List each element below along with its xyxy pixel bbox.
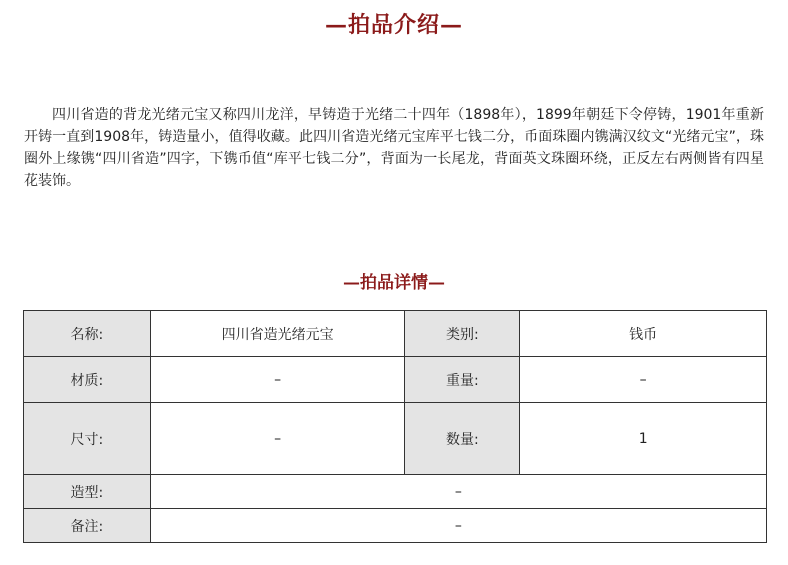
- material-value: –: [150, 357, 405, 403]
- quantity-label: 数量:: [405, 403, 520, 475]
- size-label: 尺寸:: [24, 403, 151, 475]
- table-row: [24, 475, 767, 509]
- material-label: 材质:: [24, 357, 151, 403]
- remark-value: –: [150, 509, 766, 543]
- weight-value: –: [520, 357, 767, 403]
- intro-paragraph: 四川省造的背龙光绪元宝又称四川龙洋，早铸造于光绪二十四年（1898年），1899年朝廷下令停铸，1901年重新开铸一直到1908年，铸造量小，值得收藏。此四川省造光绪元宝库平七钱二分，币面珠圈内镌满汉纹文“光绪元宝”，珠圈外上缘镌“四川省造”四字，下镌币值“库平七钱二分”，背面为一长尾龙，背面英文珠圈环绕，正反左右两侧皆有四星花装饰。: [24, 107, 764, 189]
- detail-section-title: —拍品详情—: [343, 273, 445, 293]
- size-value: –: [150, 403, 405, 475]
- category-label: 类别:: [405, 311, 520, 357]
- remark-label: 备注:: [24, 509, 151, 543]
- shape-value: –: [150, 475, 766, 509]
- intro-section-title: —拍品介绍—: [324, 12, 463, 38]
- table-row: [24, 357, 767, 403]
- weight-label: 重量:: [405, 357, 520, 403]
- quantity-value: 1: [520, 403, 767, 475]
- table-row: [24, 311, 767, 357]
- category-value: 钱币: [520, 311, 767, 357]
- table-row: [24, 403, 767, 475]
- name-label: 名称:: [24, 311, 151, 357]
- detail-table: [23, 310, 767, 543]
- shape-label: 造型:: [24, 475, 151, 509]
- name-value: 四川省造光绪元宝: [150, 311, 405, 357]
- table-row: [24, 509, 767, 543]
